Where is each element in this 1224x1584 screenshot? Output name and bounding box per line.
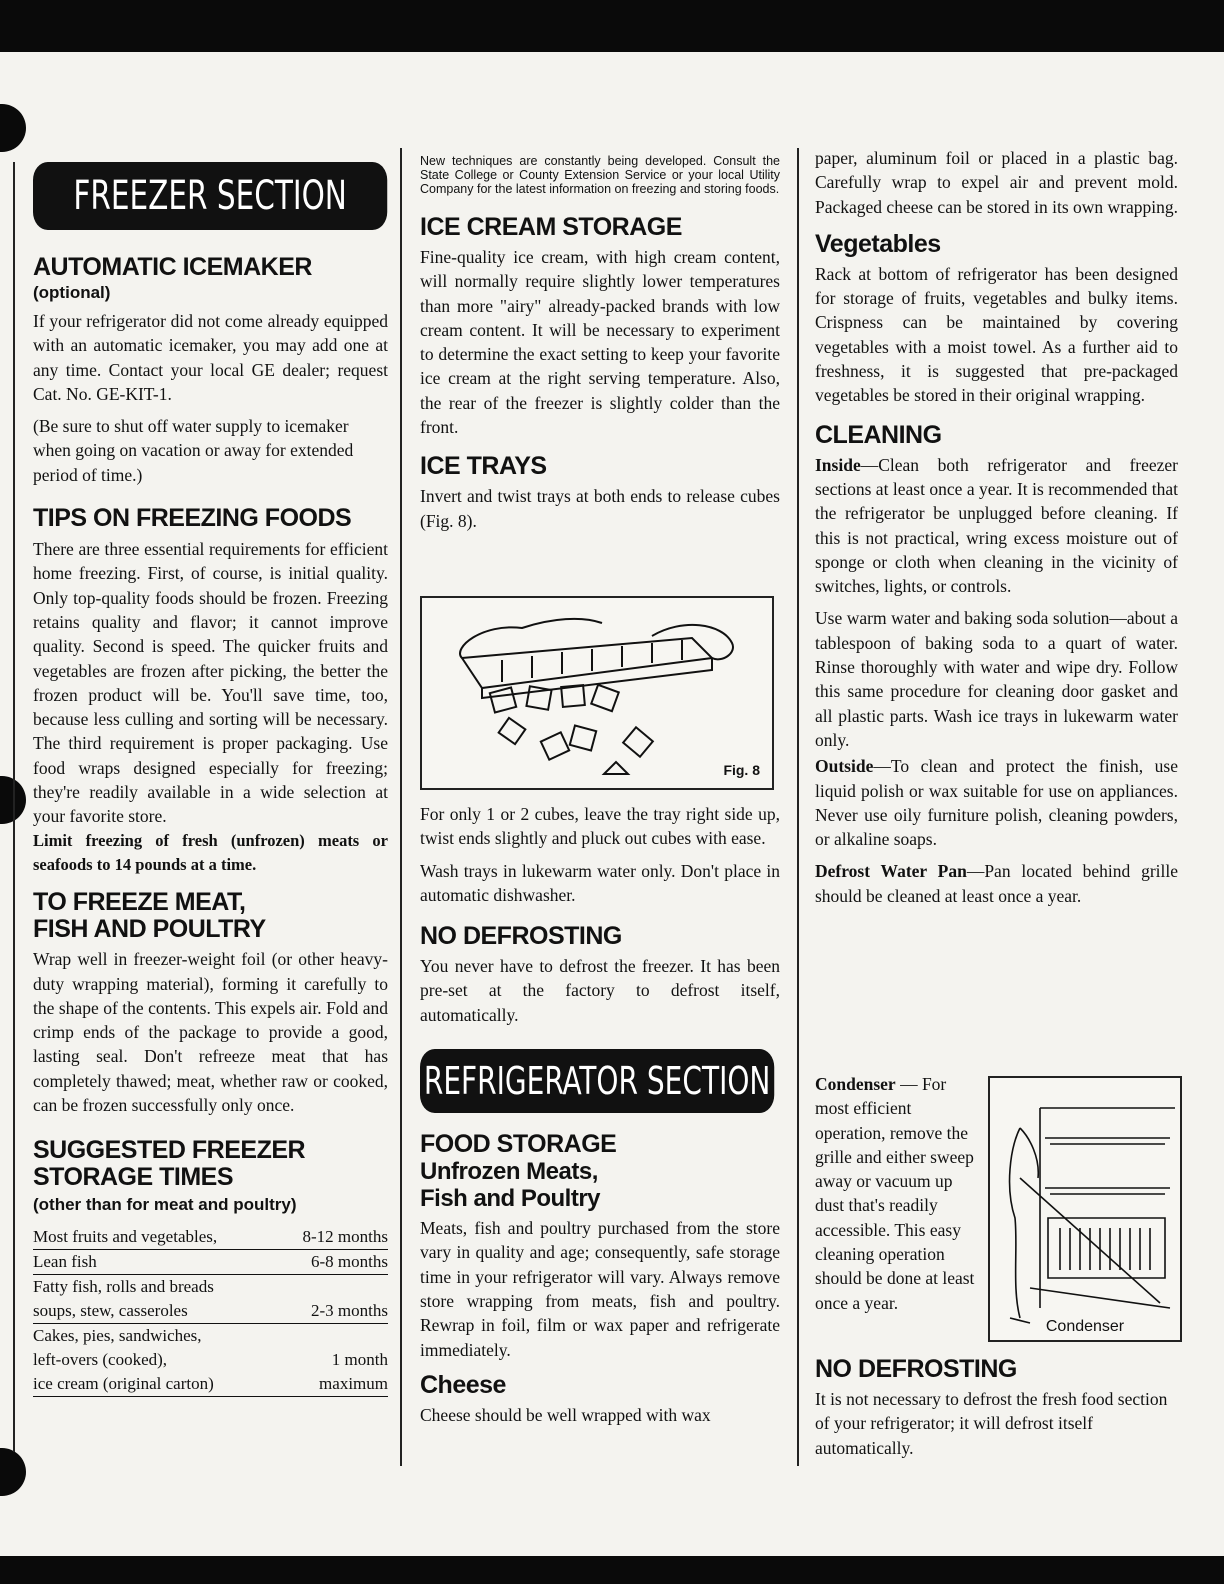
section-heading-line1: SUGGESTED FREEZER [33,1136,306,1165]
cheese-section [420,1372,780,1427]
paragraph: If your refrigerator did not come already equipped with an automatic icemaker, you may add one at any time. Contact your local GE dealer; request Cat. No. GE-KIT-1. [33,311,388,404]
paragraph: Fine-quality ice cream, with high cream content, will normally require slightly lower temperatures than more "airy" already-packed brands with low cream content. It will be necessary to experiment to determine the exact setting to keep your favorite ice cream at the right serving temperature. Also, the rear of the freezer is slightly colder than the front. [420,247,780,438]
refrigerator-section-banner: REFRIGERATOR SECTION [420,1049,774,1113]
paragraph [815,754,1178,851]
section-heading: CLEANING [815,420,942,449]
no-defrosting-fridge-section [815,1356,1178,1460]
vegetables-section [815,231,1178,408]
defrost-pan-text: —Pan located behind grille should be cleaned at least once a year. [815,861,1178,906]
storage-times-section [33,1137,388,1397]
section-heading-line2: STORAGE TIMES [33,1163,234,1192]
figure-label: Fig. 8 [723,762,760,778]
table-row [33,1250,388,1275]
storage-time: maximum [275,1372,388,1397]
food-item: Most fruits and vegetables, [33,1225,275,1250]
food-item: Lean fish [33,1250,275,1275]
section-heading: NO DEFROSTING [420,922,622,951]
section-subheading-line1: Unfrozen Meats, [420,1158,598,1186]
ice-cream-section [420,214,780,439]
section-heading: ICE CREAM STORAGE [420,213,682,241]
freeze-meat-section [33,889,388,1117]
paragraph [815,453,1178,599]
paragraph: Use warm water and baking soda solution—about a tablespoon of baking soda to a quart of water. Rinse thoroughly with water and wipe dry. Follow this same procedure for cleaning door gasket and all plastic parts. Wash ice trays in lukewarm water only. [815,608,1178,750]
condenser-text: — For most efficient operation, remove the grille and either sweep away or vacuum up dust that's readily accessible. This easy cleaning operation should be done at least once a year. [815,1074,975,1313]
paragraph: Wash trays in lukewarm water only. Don't place in automatic dishwasher. [420,860,780,905]
ice-trays-section [420,453,780,533]
condenser-figure [988,1076,1182,1342]
outside-text: —To clean and protect the finish, use liquid polish or wax suitable for use on appliances. Never use oily furniture polish, cleaning powders, or alkaline soaps. [815,756,1178,850]
section-heading: AUTOMATIC ICEMAKER [33,253,312,281]
section-subheading-line2: Fish and Poultry [420,1185,601,1213]
no-defrosting-freezer-section [420,923,780,1027]
column-divider [400,148,402,1466]
paragraph [815,1072,981,1315]
storage-time: 2-3 months [275,1299,388,1324]
left-margin-rule [13,162,15,1452]
food-item: Cakes, pies, sandwiches, [33,1326,202,1346]
middle-column-lower [420,802,780,1427]
right-column [815,146,1178,908]
outside-label: Outside [815,756,874,777]
condenser-label: Condenser [815,1074,896,1094]
paragraph: There are three essential requirements for efficient home freezing. First, of course, is initial quality. Only top-quality foods should be frozen. Freezing retains quality and flavor; it cannot improve quality. Second is speed. The quicker fruits and vegetables are frozen after picking, the better the frozen product will be. You'll save time, too, because less culling and sorting will be necessary. The third requirement is proper packaging. Use food wraps designed especially for freezing; they're readily available in a wide selection at your favorite store. [33,539,388,827]
bottom-black-band [0,1556,1224,1584]
top-black-band [0,0,1224,52]
table-row [33,1348,388,1372]
section-heading: FOOD STORAGE [420,1130,617,1159]
tips-freezing-section [33,505,388,877]
automatic-icemaker-section [33,254,388,487]
inside-label: Inside [815,454,861,475]
section-heading: ICE TRAYS [420,452,547,481]
section-heading: NO DEFROSTING [815,1355,1017,1383]
ice-tray-illustration [422,598,772,788]
section-heading: Vegetables [815,229,941,258]
middle-column [420,154,780,533]
storage-times-table [33,1225,388,1397]
binder-hole [0,104,26,152]
empty-cell [275,1324,388,1349]
bold-note: Limit freezing of fresh (unfrozen) meats or seafoods to 14 pounds at a time. [33,830,388,874]
paragraph: Rack at bottom of refrigerator has been designed for storage of fruits, vegetables and bulky items. Crispness can be maintained by covering vegetables with a moist towel. As a further aid to freshness, it is suggested that pre-packaged vegetables be stored in their original wrapping. [815,263,1178,406]
table-row [33,1324,388,1349]
section-heading-line1: TO FREEZE MEAT, [33,888,246,917]
binder-hole [0,1448,26,1496]
table-row [33,1225,388,1250]
figure-label: Condenser [1045,1318,1125,1335]
food-item: left-overs (cooked), [33,1350,168,1370]
food-item: soups, stew, casseroles [33,1299,275,1324]
empty-cell [275,1275,388,1300]
defrost-pan-label: Defrost Water Pan [815,861,967,882]
paragraph [815,859,1178,908]
section-heading: TIPS ON FREEZING FOODS [33,504,352,533]
paragraph: Cheese should be well wrapped with wax [420,1404,711,1425]
ice-tray-figure [420,596,774,790]
condenser-text-column [815,1072,981,1315]
paragraph: Meats, fish and poultry purchased from the store vary in quality and age; consequently, safe storage time in your refrigerator will vary. Always remove store wrapping from meats, fish and poultry. Rewrap in foil, film or wax paper and refrigerate immediately. [420,1218,780,1360]
storage-time: 8-12 months [275,1225,388,1250]
condenser-illustration [990,1078,1180,1340]
paragraph: Invert and twist trays at both ends to release cubes (Fig. 8). [420,486,780,531]
food-item: Fatty fish, rolls and breads [33,1277,214,1297]
left-column [33,162,388,1397]
paragraph: It is not necessary to defrost the fresh food section of your refrigerator; it will defrost itself automatically. [815,1389,1168,1458]
inside-text: —Clean both refrigerator and freezer sections at least once a year. It is recommended that the refrigerator be unplugged before cleaning. If this is not practical, wring excess moisture out of sponge or cloth when cleaning in the vicinity of switches, lights, or controls. [815,454,1178,597]
section-heading: Cheese [420,1370,506,1399]
freezer-section-banner: FREEZER SECTION [33,162,387,230]
section-heading-line2: FISH AND POULTRY [33,915,266,944]
section-subheading: (optional) [33,283,111,302]
storage-time: 1 month [331,1350,388,1370]
section-subheading: (other than for meat and poultry) [33,1195,297,1215]
extension-service-note: New techniques are constantly being developed. Consult the State College or County Extension Service or your local Utility Company for the latest information on freezing and storing foods. [420,154,780,196]
paragraph: (Be sure to shut off water supply to icemaker when going on vacation or away for extended period of time.) [33,416,354,485]
paragraph: Wrap well in freezer-weight foil (or other heavy-duty wrapping material), forming it carefully to the shape of the contents. This expels air. Fold and crimp ends of the package to provide a good, lasting seal. Don't refreeze meat that has completely thawed; meat, whether raw or cooked, can be frozen successfully only once. [33,949,388,1116]
paragraph: paper, aluminum foil or placed in a plastic bag. Carefully wrap to expel air and prevent mold. Packaged cheese can be stored in its own wrapping. [815,148,1179,217]
paragraph: For only 1 or 2 cubes, leave the tray right side up, twist ends slightly and pluck out cubes with ease. [420,804,780,849]
column-divider [797,148,799,1466]
table-row [33,1299,388,1324]
food-item: ice cream (original carton) [33,1372,275,1397]
cleaning-section [815,422,1178,908]
table-row [33,1275,388,1300]
food-storage-section [420,1131,780,1362]
storage-time: 6-8 months [275,1250,388,1275]
table-row [33,1372,388,1397]
paragraph: You never have to defrost the freezer. It has been pre-set at the factory to defrost itself, automatically. [420,956,780,1025]
